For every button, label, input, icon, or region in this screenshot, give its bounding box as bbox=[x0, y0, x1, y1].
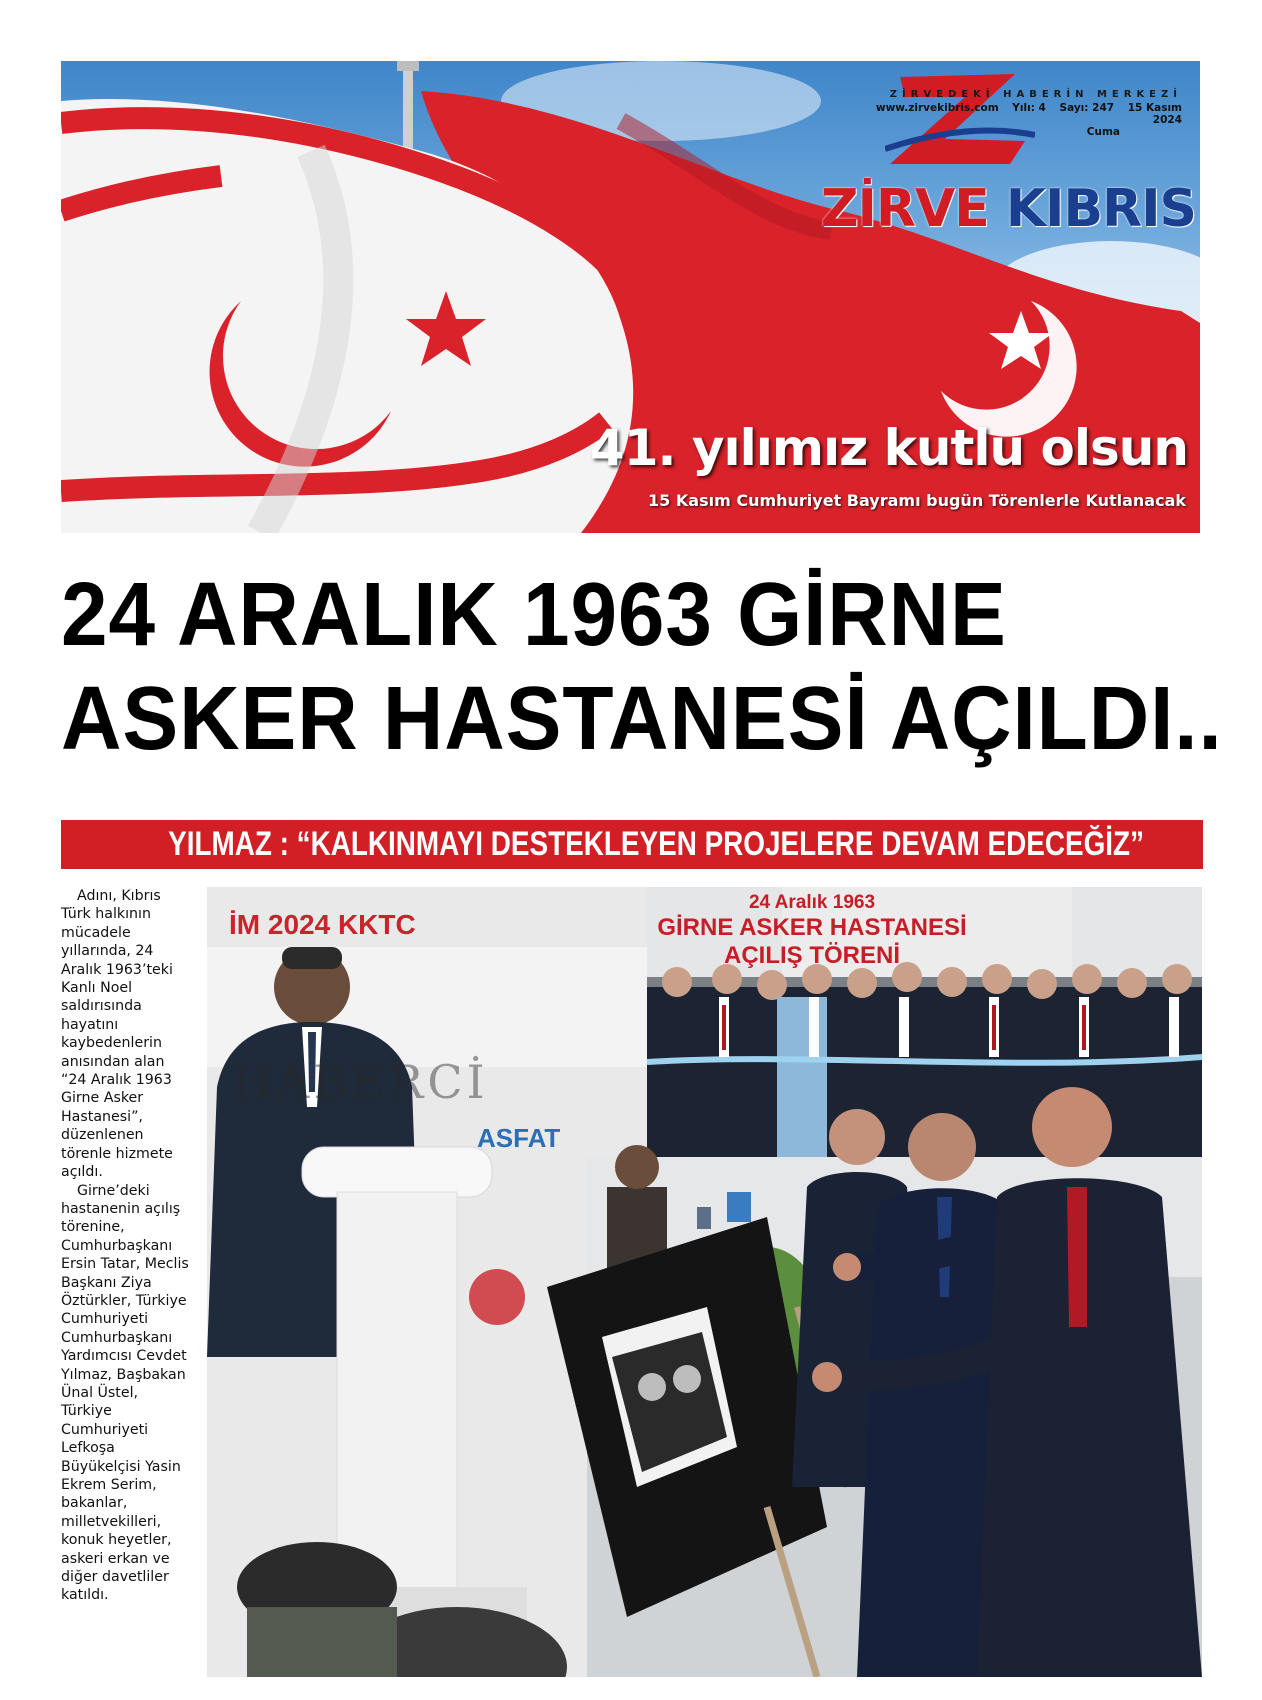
year-label: Yılı: 4 bbox=[1012, 102, 1046, 114]
article-paragraph-2: Girne’deki hastanenin açılış törenine, Cumhurbaşkanı Ersin Tatar, Meclis Başkanı Ziya Öztürkler, Türkiye Cumhuriyeti Cumhurbaşkanı Yardımcısı Cevdet Yılmaz, Başbakan Ünal Üstel, Türkiye Cumhuriyeti Lefkoşa Büyükelçisi Yasin Ekrem Serim, bakanlar, milletvekilleri, konuk heyetler, askeri erkan ve diğer davetliler katıldı. bbox=[61, 1182, 189, 1604]
backdrop-text: İM 2024 KKTC bbox=[229, 909, 416, 940]
tagline: ZİRVEDEKİ HABERİN MERKEZİ bbox=[889, 89, 1182, 100]
article-body bbox=[61, 887, 192, 1605]
masthead-meta bbox=[842, 89, 1182, 138]
issue-info bbox=[842, 102, 1182, 138]
collage-illustration bbox=[207, 887, 1202, 1677]
brand-part-2: KIBRIS bbox=[1005, 179, 1196, 239]
board-line-2: GİRNE ASKER HASTANESİ bbox=[657, 914, 967, 941]
strapline-text: YILMAZ : “KALKINMAYI DESTEKLEYEN PROJELERE DEVAM EDECEĞİZ” bbox=[168, 825, 1145, 863]
article-paragraph-1: Adını, Kıbrıs Türk halkının mücadele yıllarında, 24 Aralık 1963’teki Kanlı Noel saldırısında hayatını kaybedenlerin anısından alan “24 Aralık 1963 Girne Asker Hastanesi”, düzenlenen törenle hizmete açıldı. bbox=[61, 888, 173, 1181]
board-line-1: 24 Aralık 1963 bbox=[748, 892, 876, 913]
ceremony-board bbox=[627, 887, 997, 970]
headline-line-1: 24 ARALIK 1963 GİRNE bbox=[61, 565, 1007, 665]
svg-text:ASFAT: ASFAT bbox=[477, 1123, 561, 1153]
strapline-bar bbox=[61, 820, 1203, 869]
board-line-3: AÇILIŞ TÖRENİ bbox=[723, 942, 900, 969]
issue-number: Sayı: 247 bbox=[1059, 102, 1115, 114]
issue-weekday: Cuma bbox=[1086, 126, 1120, 138]
photo-watermark: HABERCİ bbox=[232, 1055, 489, 1109]
brand-part-1: ZİRVE bbox=[820, 179, 989, 239]
banner-headline: 41. yılımız kutlu olsun bbox=[589, 419, 1188, 477]
banner-subheadline: 15 Kasım Cumhuriyet Bayramı bugün Törenlerle Kutlanacak bbox=[648, 491, 1186, 510]
cover-banner bbox=[61, 61, 1200, 533]
main-headline bbox=[61, 563, 1223, 771]
brand-name bbox=[821, 179, 1196, 239]
photo-collage bbox=[207, 887, 1202, 1677]
issue-date: 15 Kasım 2024 bbox=[1127, 102, 1182, 126]
website-link[interactable]: www.zirvekibris.com bbox=[875, 102, 999, 114]
headline-line-2: ASKER HASTANESİ AÇILDI.. bbox=[61, 669, 1223, 769]
